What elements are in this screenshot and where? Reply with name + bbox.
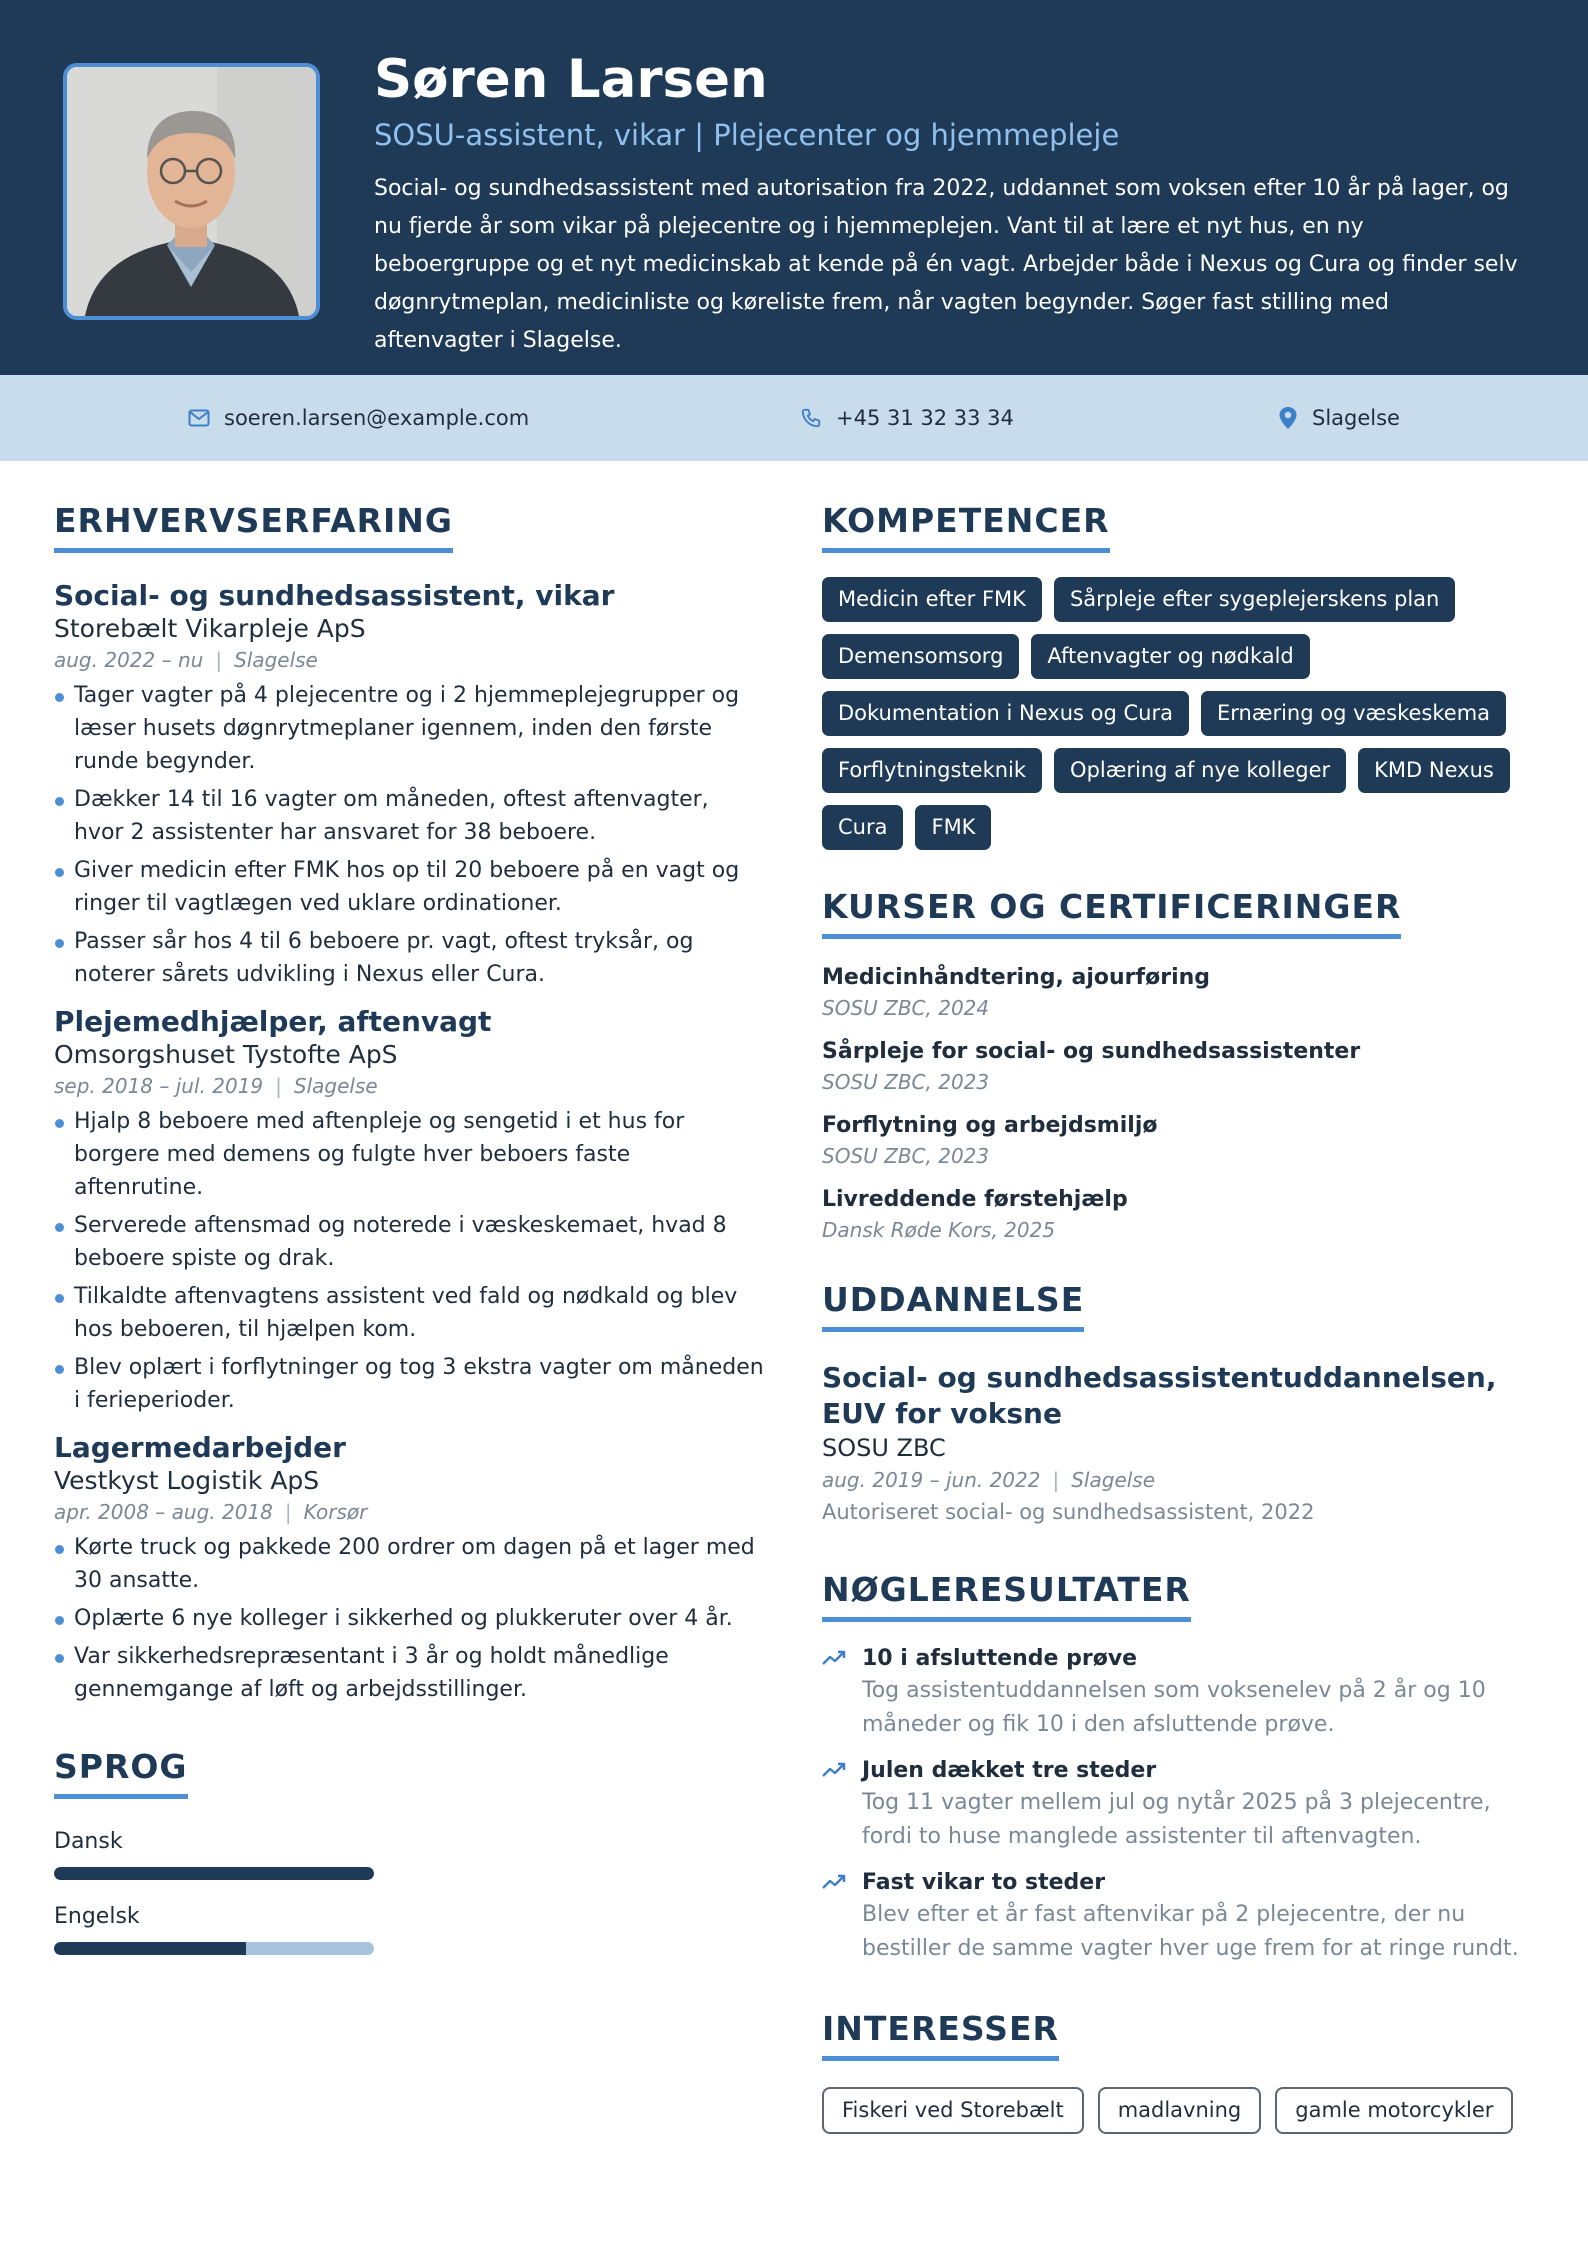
language-level-bar bbox=[54, 1867, 374, 1880]
interest-tag: Fiskeri ved Storebælt bbox=[822, 2087, 1084, 2134]
location-text: Slagelse bbox=[1312, 406, 1400, 430]
skill-tag: Aftenvagter og nødkald bbox=[1031, 634, 1309, 679]
job-tagline: SOSU-assistent, vikar | Plejecenter og hjemmepleje bbox=[374, 118, 1120, 152]
job-company: Vestkyst Logistik ApS bbox=[54, 1466, 320, 1495]
course-meta: SOSU ZBC, 2023 bbox=[822, 1070, 990, 1094]
result-title: Fast vikar to steder bbox=[862, 1870, 1106, 1895]
education-place: Slagelse bbox=[1071, 1468, 1156, 1492]
skill-tag: KMD Nexus bbox=[1358, 748, 1510, 793]
course-item bbox=[822, 963, 1542, 1023]
course-name: Medicinhåndtering, ajourføring bbox=[822, 965, 1211, 990]
right-column bbox=[822, 500, 1542, 2134]
header-text bbox=[374, 48, 1524, 360]
job-bullets bbox=[54, 1105, 764, 1417]
trending-up-icon bbox=[822, 1650, 846, 1666]
language-level-fill bbox=[54, 1942, 246, 1955]
section-title-languages: SPROG bbox=[54, 1746, 188, 1799]
job-bullet: Hjalp 8 beboere med aftenpleje og sengetid i et hus for borgere med demens og fulgte hver beboers faste aftenrutine. bbox=[54, 1105, 764, 1204]
profile-summary: Social- og sundhedsassistent med autorisation fra 2022, uddannet som voksen efter 10 år på lager, og nu fjerde år som vikar på plejecentre og i hjemmeplejen. Vant til at lære et nyt hus, en ny beboergruppe og et nyt medicinskab at kende på én vagt. Arbejder både i Nexus og Cura og finder selv døgnrytmeplan, medicinliste og køreliste frem, når vagten begynder. Søger fast stilling med aftenvagter i Slagelse. bbox=[374, 176, 1518, 353]
skill-tag: Ernæring og væskeskema bbox=[1201, 691, 1506, 736]
contact-phone[interactable] bbox=[800, 375, 1014, 461]
trending-up-icon bbox=[822, 1874, 846, 1890]
course-meta: Dansk Røde Kors, 2025 bbox=[822, 1218, 1056, 1242]
job-bullet: Tager vagter på 4 plejecentre og i 2 hjemmeplejegrupper og læser husets døgnrytmeplaner igennem, inden den første runde begynder. bbox=[54, 679, 764, 778]
skill-tag: Dokumentation i Nexus og Cura bbox=[822, 691, 1189, 736]
section-title-results: NØGLERESULTATER bbox=[822, 1569, 1191, 1622]
course-list bbox=[822, 963, 1542, 1245]
education-note: Autoriseret social- og sundhedsassistent, 2022 bbox=[822, 1500, 1315, 1524]
job-meta: apr. 2008 – aug. 2018 | Korsør bbox=[54, 1500, 368, 1524]
job-bullet: Giver medicin efter FMK hos op til 20 beboere på en vagt og ringer til vagtlægen ved uklare ordinationer. bbox=[54, 854, 764, 920]
map-pin-icon bbox=[1278, 406, 1298, 430]
skill-tag: Oplæring af nye kolleger bbox=[1054, 748, 1346, 793]
result-text: Tog 11 vagter mellem jul og nytår 2025 på 3 plejecentre, fordi to huse manglede assistenter til aftenvagten. bbox=[862, 1790, 1491, 1849]
interest-tag: madlavning bbox=[1098, 2087, 1262, 2134]
job-title: Lagermedarbejder bbox=[54, 1431, 346, 1464]
phone-icon bbox=[800, 407, 822, 429]
result-item bbox=[822, 1868, 1542, 1966]
job-place: Slagelse bbox=[293, 1074, 378, 1098]
skill-tag: Sårpleje efter sygeplejerskens plan bbox=[1054, 577, 1455, 622]
language-name: Engelsk bbox=[54, 1904, 140, 1929]
header bbox=[0, 0, 1588, 375]
job-bullets bbox=[54, 1531, 764, 1706]
course-meta: SOSU ZBC, 2023 bbox=[822, 1144, 990, 1168]
contact-bar bbox=[0, 375, 1588, 461]
education-degree: Social- og sundhedsassistentuddannelsen, EUV for voksne bbox=[822, 1361, 1497, 1430]
job-bullet: Tilkaldte aftenvagtens assistent ved fald og nødkald og blev hos beboeren, til hjælpen kom. bbox=[54, 1280, 764, 1346]
education-meta: aug. 2019 – jun. 2022 | Slagelse bbox=[822, 1468, 1156, 1492]
language-item bbox=[54, 1902, 764, 1955]
skill-tag: Cura bbox=[822, 805, 903, 850]
job-dates: sep. 2018 – jul. 2019 bbox=[54, 1074, 264, 1098]
job-company: Omsorgshuset Tystofte ApS bbox=[54, 1040, 398, 1069]
portrait-illustration bbox=[67, 67, 316, 316]
job-entry bbox=[54, 1005, 764, 1417]
job-bullet: Var sikkerhedsrepræsentant i 3 år og holdt månedlige gennemgange af løft og arbejdsstillinger. bbox=[54, 1640, 764, 1706]
result-text: Tog assistentuddannelsen som voksenelev på 2 år og 10 måneder og fik 10 i den afsluttende prøve. bbox=[862, 1678, 1486, 1737]
section-title-interests: INTERESSER bbox=[822, 2008, 1059, 2061]
section-title-skills: KOMPETENCER bbox=[822, 500, 1110, 553]
result-item bbox=[822, 1756, 1542, 1854]
job-dates: aug. 2022 – nu bbox=[54, 648, 204, 672]
result-item bbox=[822, 1644, 1542, 1742]
course-name: Forflytning og arbejdsmiljø bbox=[822, 1113, 1158, 1138]
person-name: Søren Larsen bbox=[374, 49, 768, 110]
job-dates: apr. 2008 – aug. 2018 bbox=[54, 1500, 273, 1524]
result-title: Julen dækket tre steder bbox=[862, 1758, 1157, 1783]
job-bullet: Oplærte 6 nye kolleger i sikkerhed og plukkeruter over 4 år. bbox=[54, 1602, 764, 1635]
language-name: Dansk bbox=[54, 1829, 123, 1854]
interest-tags bbox=[822, 2087, 1542, 2134]
course-name: Livreddende førstehjælp bbox=[822, 1187, 1128, 1212]
job-place: Korsør bbox=[303, 1500, 368, 1524]
language-level-bar bbox=[54, 1942, 374, 1955]
job-meta: aug. 2022 – nu | Slagelse bbox=[54, 648, 318, 672]
job-bullet: Kørte truck og pakkede 200 ordrer om dagen på et lager med 30 ansatte. bbox=[54, 1531, 764, 1597]
result-title: 10 i afsluttende prøve bbox=[862, 1646, 1138, 1671]
job-title: Social- og sundhedsassistent, vikar bbox=[54, 579, 615, 612]
trending-up-icon bbox=[822, 1762, 846, 1778]
phone-text: +45 31 32 33 34 bbox=[836, 406, 1014, 430]
job-entry bbox=[54, 1431, 764, 1706]
job-bullet: Serverede aftensmad og noterede i væskeskemaet, hvad 8 beboere spiste og drak. bbox=[54, 1209, 764, 1275]
left-column bbox=[54, 500, 764, 1955]
contact-email[interactable] bbox=[188, 375, 529, 461]
job-bullet: Dækker 14 til 16 vagter om måneden, oftest aftenvagter, hvor 2 assistenter har ansvaret for 38 beboere. bbox=[54, 783, 764, 849]
job-bullet: Blev oplært i forflytninger og tog 3 ekstra vagter om måneden i ferieperioder. bbox=[54, 1351, 764, 1417]
email-text: soeren.larsen@example.com bbox=[224, 406, 530, 430]
envelope-icon bbox=[188, 409, 210, 427]
skill-tag: Forflytningsteknik bbox=[822, 748, 1042, 793]
job-entry bbox=[54, 579, 764, 991]
job-bullet: Passer sår hos 4 til 6 beboere pr. vagt, oftest tryksår, og noterer sårets udvikling i Nexus eller Cura. bbox=[54, 925, 764, 991]
skill-tag: FMK bbox=[915, 805, 991, 850]
language-item bbox=[54, 1827, 764, 1880]
result-text: Blev efter et år fast aftenvikar på 2 plejecentre, der nu bestiller de samme vagter hver uge frem for at ringe rundt. bbox=[862, 1902, 1519, 1961]
language-level-fill bbox=[54, 1867, 374, 1880]
skill-tag: Medicin efter FMK bbox=[822, 577, 1042, 622]
job-bullets bbox=[54, 679, 764, 991]
job-title: Plejemedhjælper, aftenvagt bbox=[54, 1005, 492, 1038]
profile-photo bbox=[63, 63, 320, 320]
course-item bbox=[822, 1185, 1542, 1245]
job-company: Storebælt Vikarpleje ApS bbox=[54, 614, 366, 643]
section-title-education: UDDANNELSE bbox=[822, 1279, 1084, 1332]
contact-location bbox=[1278, 375, 1400, 461]
interest-tag: gamle motorcykler bbox=[1275, 2087, 1513, 2134]
section-title-experience: ERHVERVSERFARING bbox=[54, 500, 453, 553]
education-dates: aug. 2019 – jun. 2022 bbox=[822, 1468, 1041, 1492]
course-item bbox=[822, 1037, 1542, 1097]
section-title-courses: KURSER OG CERTIFICERINGER bbox=[822, 886, 1401, 939]
skill-tag: Demensomsorg bbox=[822, 634, 1019, 679]
job-meta: sep. 2018 – jul. 2019 | Slagelse bbox=[54, 1074, 378, 1098]
skill-tags bbox=[822, 577, 1522, 850]
education-school: SOSU ZBC bbox=[822, 1434, 946, 1462]
course-item bbox=[822, 1111, 1542, 1171]
job-place: Slagelse bbox=[234, 648, 318, 672]
course-name: Sårpleje for social- og sundhedsassistenter bbox=[822, 1039, 1361, 1064]
course-meta: SOSU ZBC, 2024 bbox=[822, 996, 990, 1020]
